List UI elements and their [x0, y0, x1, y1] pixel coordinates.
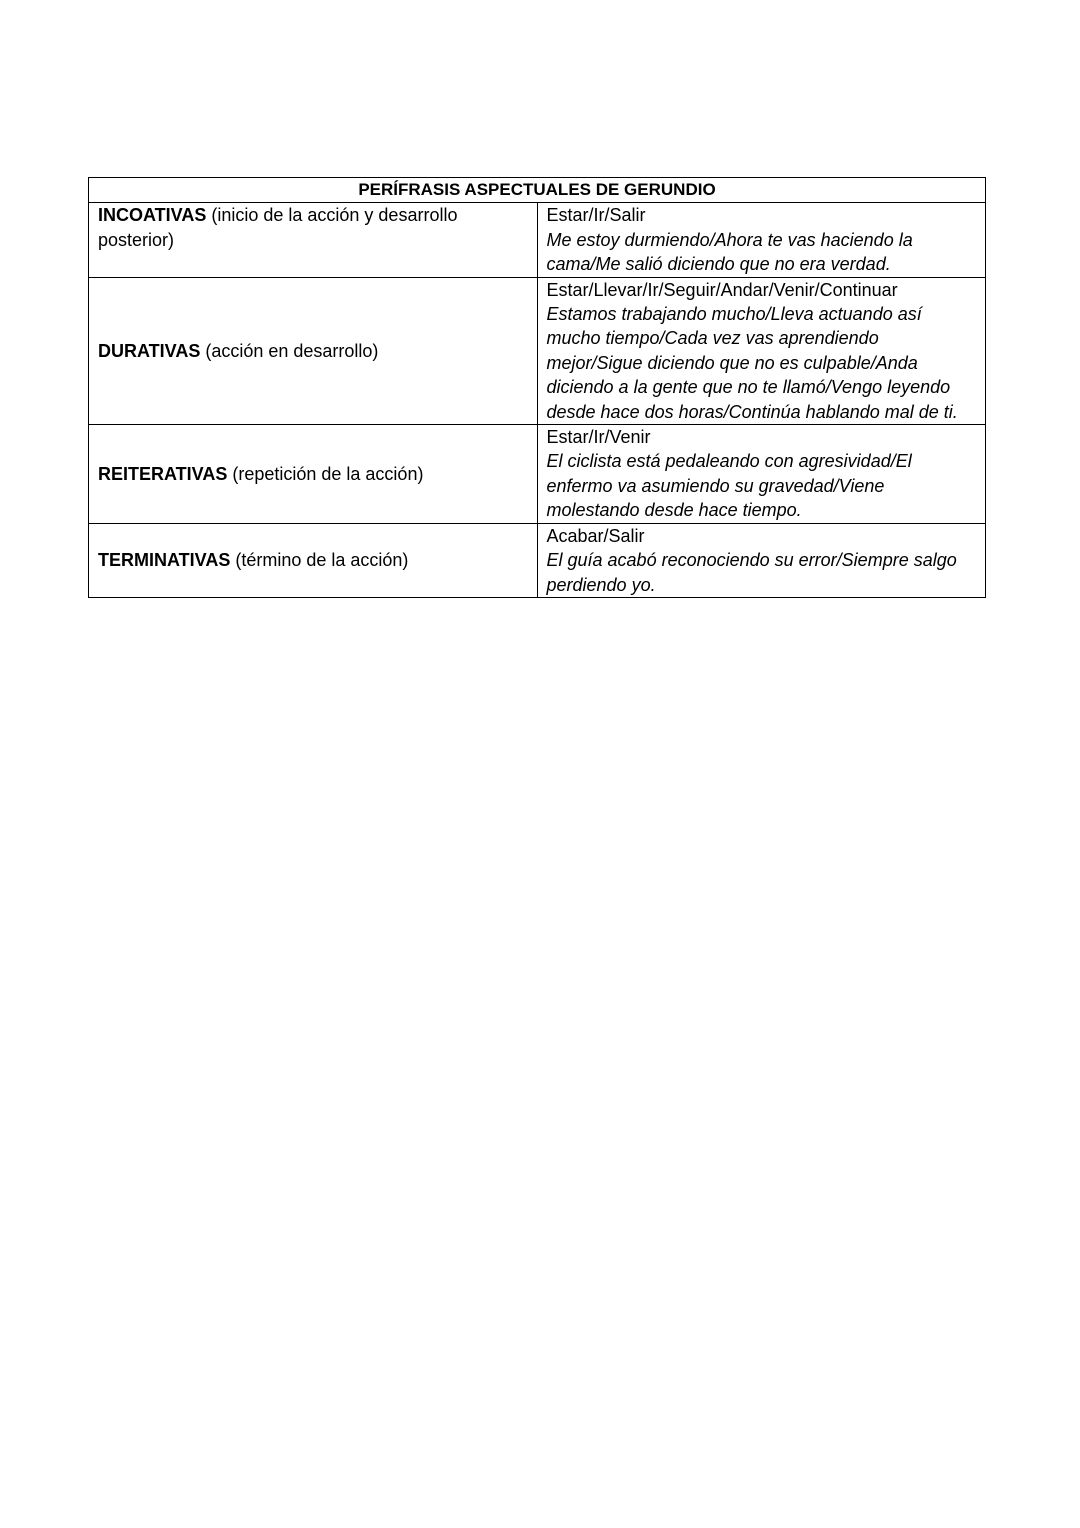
table-header-row	[89, 178, 986, 203]
category-description: (repetición de la acción)	[227, 463, 424, 484]
table-row	[89, 425, 986, 524]
verbs-examples-cell	[537, 523, 986, 597]
verbs-examples-cell	[537, 425, 986, 524]
category-name: DURATIVAS	[98, 340, 201, 361]
examples-text: El ciclista está pedaleando con agresividad/El enfermo va asumiendo su gravedad/Viene molestando desde hace tiempo.	[546, 451, 912, 521]
category-cell	[89, 523, 538, 597]
category-cell	[89, 277, 538, 424]
examples-text: Me estoy durmiendo/Ahora te vas haciendo la cama/Me salió diciendo que no era verdad.	[546, 229, 913, 275]
verbs-list: Estar/Ir/Venir	[546, 427, 651, 448]
category-name: INCOATIVAS	[98, 205, 207, 226]
verbs-list: Acabar/Salir	[546, 525, 645, 546]
table-title: PERÍFRASIS ASPECTUALES DE GERUNDIO	[89, 178, 986, 203]
verbs-list: Estar/Llevar/Ir/Seguir/Andar/Venir/Continuar	[546, 279, 898, 300]
table-row	[89, 523, 986, 597]
category-name: TERMINATIVAS	[98, 550, 231, 571]
category-description: (término de la acción)	[230, 550, 409, 571]
category-name: REITERATIVAS	[98, 463, 228, 484]
verbs-list: Estar/Ir/Salir	[546, 205, 646, 226]
examples-text: El guía acabó reconociendo su error/Siempre salgo perdiendo yo.	[546, 550, 957, 595]
verbs-examples-cell	[537, 277, 986, 424]
periphrasis-table	[88, 177, 986, 598]
verbs-examples-cell	[537, 203, 986, 277]
category-cell	[89, 425, 538, 524]
category-description: (acción en desarrollo)	[200, 340, 379, 361]
category-cell	[89, 203, 538, 277]
table-row	[89, 203, 986, 277]
examples-text: Estamos trabajando mucho/Lleva actuando así mucho tiempo/Cada vez vas aprendiendo mejor/Sigue diciendo que no es culpable/Anda diciendo a la gente que no te llamó/Vengo leyendo desde hace dos horas/Continúa hablando mal de ti.	[546, 304, 958, 422]
table-row	[89, 277, 986, 424]
category-description: (inicio de la acción y desarrollo posterior)	[98, 205, 458, 250]
